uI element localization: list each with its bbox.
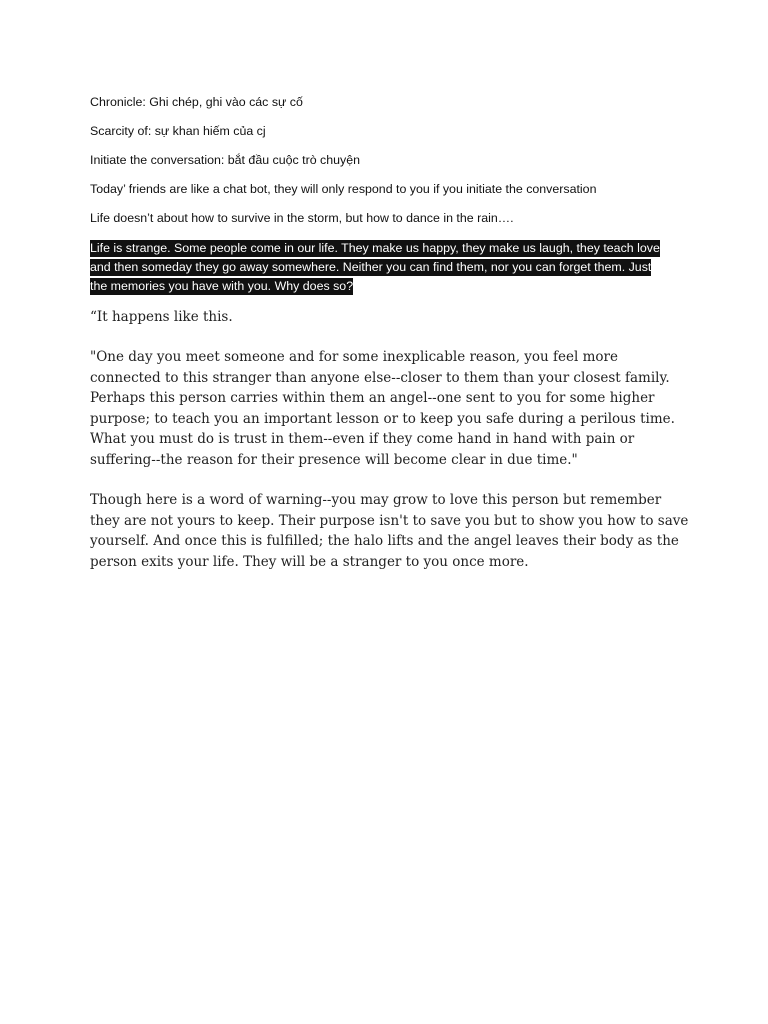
note-chronicle: Chronicle: Ghi chép, ghi vào các sự cố xyxy=(90,95,303,109)
paragraph-line: connected to this stranger than anyone else--closer to them than your closest family. xyxy=(90,369,670,386)
note-chat-bot-friends: Today’ friends are like a chat bot, they will only respond to you if you initiate the conversation xyxy=(90,182,597,196)
paragraph-line: Perhaps this person carries within them an angel--one sent to you for some higher xyxy=(90,390,655,406)
paragraph-line: Though here is a word of warning--you may grow to love this person but remember xyxy=(90,492,662,508)
intro-line: “It happens like this. xyxy=(90,309,233,325)
paragraph-line: they are not yours to keep. Their purpose isn't to save you but to show you how to save xyxy=(90,512,689,529)
note-scarcity: Scarcity of: sự khan hiếm của cj xyxy=(90,124,266,138)
paragraph-line: suffering--the reason for their presence will become clear in due time." xyxy=(90,451,578,468)
paragraph-line: "One day you meet someone and for some inexplicable reason, you feel more xyxy=(90,349,618,365)
paragraph-line: purpose; to teach you an important lesson or to keep you safe during a perilous time. xyxy=(90,410,675,427)
paragraph-line: person exits your life. They will be a stranger to you once more. xyxy=(90,553,529,570)
paragraph-one xyxy=(90,347,690,470)
paragraph-two xyxy=(90,490,690,572)
paragraph-line: What you must do is trust in them--even if they come hand in hand with pain or xyxy=(90,431,635,447)
paragraph-line: yourself. And once this is fulfilled; the halo lifts and the angel leaves their body as the xyxy=(90,533,679,549)
highlighted-quote-line: Life is strange. Some people come in our life. They make us happy, they make us laugh, they teach love xyxy=(90,241,660,255)
note-dance-in-rain: Life doesn’t about how to survive in the storm, but how to dance in the rain…. xyxy=(90,211,514,225)
highlighted-quote xyxy=(90,239,660,296)
note-initiate-conversation: Initiate the conversation: bắt đầu cuộc trò chuyện xyxy=(90,153,361,167)
highlighted-quote-line: the memories you have with you. Why does so? xyxy=(90,279,354,293)
highlighted-quote-line: and then someday they go away somewhere. Neither you can find them, nor you can forget them. Just xyxy=(90,260,652,274)
